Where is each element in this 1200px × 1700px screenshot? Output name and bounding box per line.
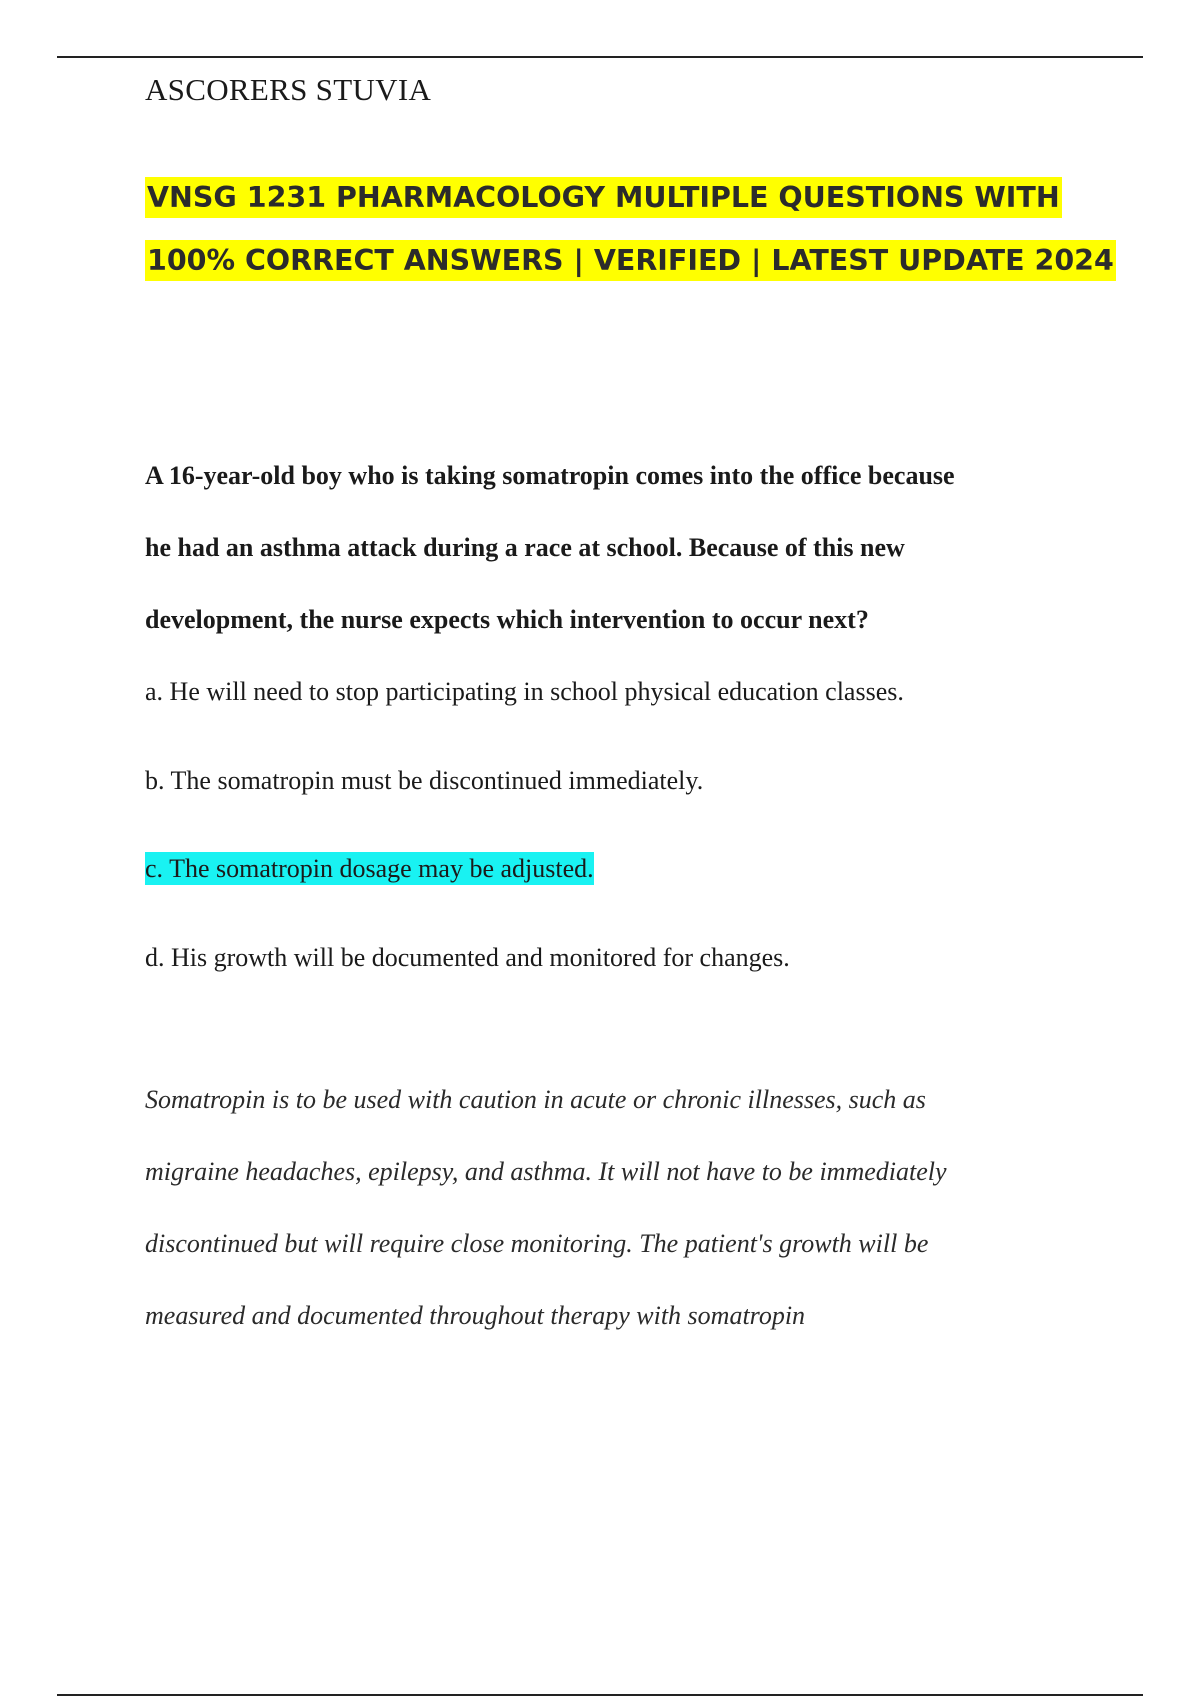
question-line: development, the nurse expects which intervention to occur next? [145,605,869,634]
question-line: he had an asthma attack during a race at school. Because of this new [145,533,905,562]
correct-answer-highlight: c. The somatropin dosage may be adjusted. [145,854,594,883]
rationale-line: discontinued but will require close monitoring. The patient's growth will be [145,1229,929,1258]
header-brand: ASCORERS STUVIA [145,72,432,107]
document-title [145,166,1114,292]
footer-rule [57,1694,1143,1696]
option-c-correct-answer [145,852,594,886]
rationale-line: measured and documented throughout therapy with somatropin [145,1301,806,1330]
header-rule [57,56,1143,58]
answer-rationale [145,1064,1045,1352]
option-a: a. He will need to stop participating in school physical education classes. [145,677,904,706]
rationale-line: migraine headaches, epilepsy, and asthma. It will not have to be immediately [145,1157,947,1186]
question-line: A 16-year-old boy who is taking somatropin comes into the office because [145,461,955,490]
title-line-2: 100% CORRECT ANSWERS | VERIFIED | LATEST UPDATE 2024 [145,240,1116,281]
option-d: d. His growth will be documented and monitored for changes. [145,943,790,972]
question-text [145,440,1045,656]
option-b: b. The somatropin must be discontinued immediately. [145,766,704,795]
rationale-line: Somatropin is to be used with caution in acute or chronic illnesses, such as [145,1085,926,1114]
title-line-1: VNSG 1231 PHARMACOLOGY MULTIPLE QUESTIONS WITH [145,177,1062,218]
